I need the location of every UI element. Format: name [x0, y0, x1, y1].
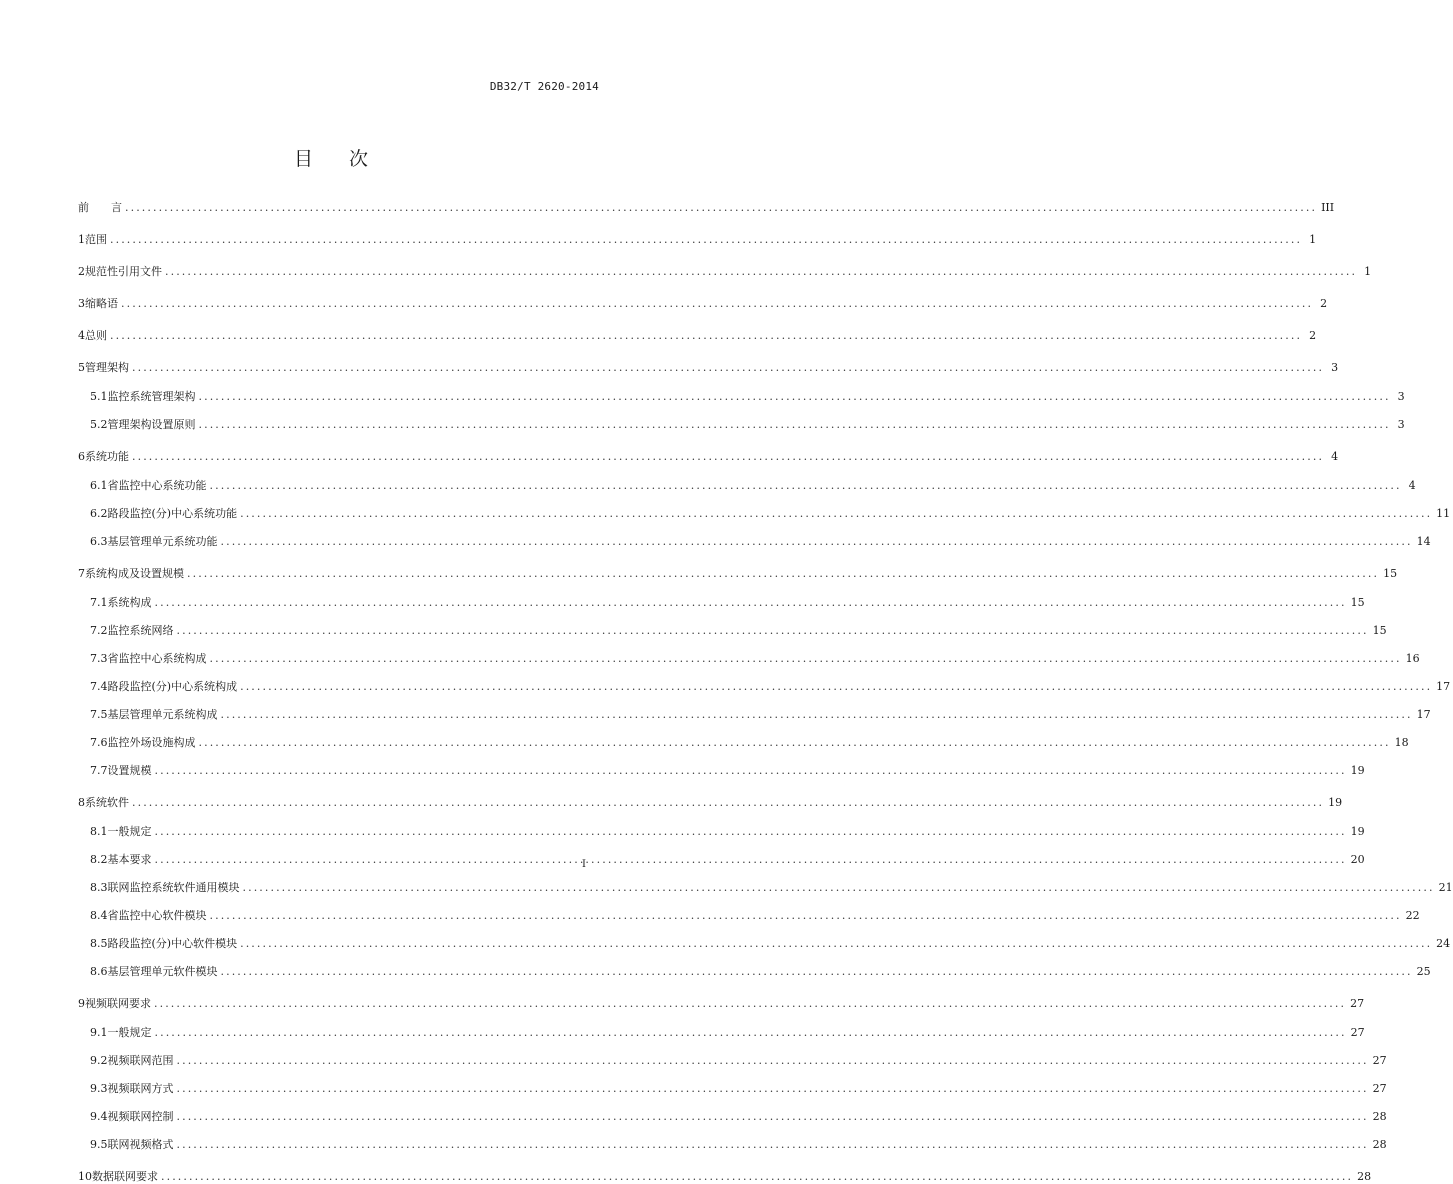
- toc-entry-number: 8.3: [90, 881, 108, 894]
- toc-entry-number: 7.7: [90, 764, 108, 777]
- toc-entry-page: 27: [1372, 1082, 1387, 1095]
- toc-dot-leader: [121, 297, 1313, 310]
- toc-entry-page: 19: [1350, 764, 1365, 777]
- toc-entry-number: 6.3: [90, 535, 108, 548]
- toc-entry-page: III: [1321, 201, 1335, 214]
- toc-entry-page: 4: [1408, 479, 1416, 492]
- toc-entry-page: 28: [1372, 1138, 1387, 1151]
- toc-entry-label: 监控系统管理架构: [107, 390, 196, 403]
- toc-entry-page: 3: [1397, 390, 1405, 403]
- toc-entry-label: 监控外场设施构成: [107, 736, 196, 749]
- toc-dot-leader: [210, 652, 1402, 665]
- toc-entry-page: 15: [1350, 596, 1365, 609]
- toc-entry-page: 3: [1331, 361, 1339, 374]
- toc-entry-number: 2: [78, 265, 85, 278]
- toc-entry-label: 省监控中心软件模块: [107, 909, 207, 922]
- toc-entry-number: 8.2: [90, 853, 108, 866]
- toc-entry-page: 21: [1438, 881, 1453, 894]
- toc-entry-page: 28: [1372, 1110, 1387, 1123]
- toc-entry-label: 联网监控系统软件通用模块: [107, 881, 240, 894]
- toc-entry-page: 27: [1372, 1054, 1387, 1067]
- toc-entry-label: 路段监控(分)中心系统构成: [107, 680, 238, 693]
- standard-code: DB32/T 2620-2014: [489, 80, 599, 93]
- toc-entry[interactable]: [78, 295, 1328, 311]
- toc-dot-leader: [154, 997, 1346, 1010]
- toc-entry-number: 9.1: [90, 1026, 108, 1039]
- toc-entry[interactable]: [78, 594, 1365, 610]
- toc-entry-page: 17: [1436, 680, 1451, 693]
- toc-dot-leader: [132, 450, 1324, 463]
- toc-entry-page: 17: [1416, 708, 1431, 721]
- toc-entry-number: 9.5: [90, 1138, 108, 1151]
- toc-entry-label: 数据联网要求: [92, 1170, 158, 1183]
- toc-entry-number: 10: [78, 1170, 92, 1183]
- toc-dot-leader: [187, 567, 1379, 580]
- toc-dot-leader: [177, 1082, 1369, 1095]
- toc-entry-page: 15: [1372, 624, 1387, 637]
- toc-entry-page: 14: [1416, 535, 1431, 548]
- toc-dot-leader: [165, 265, 1357, 278]
- toc-dot-leader: [240, 507, 1432, 520]
- toc-entry[interactable]: [78, 505, 1451, 521]
- toc-entry[interactable]: [78, 1108, 1387, 1124]
- toc-entry-label: 路段监控(分)中心软件模块: [107, 937, 238, 950]
- toc-dot-leader: [132, 796, 1324, 809]
- toc-entry-page: 11: [1436, 507, 1451, 520]
- toc-dot-leader: [155, 825, 1347, 838]
- toc-entry[interactable]: [78, 995, 1365, 1011]
- toc-entry-page: 27: [1350, 997, 1365, 1010]
- toc-entry-page: 3: [1397, 418, 1405, 431]
- toc-entry[interactable]: [78, 477, 1416, 493]
- toc-entry[interactable]: [78, 263, 1372, 279]
- toc-entry-label: 路段监控(分)中心系统功能: [107, 507, 238, 520]
- toc-entry-number: 6: [78, 450, 85, 463]
- toc-entry-label: 视频联网要求: [85, 997, 151, 1010]
- toc-entry-number: 6.1: [90, 479, 108, 492]
- toc-entry-page: 4: [1331, 450, 1339, 463]
- toc-entry[interactable]: [78, 650, 1420, 666]
- toc-dot-leader: [240, 937, 1432, 950]
- page-number: I: [582, 859, 586, 870]
- toc-entry-label: 系统构成: [107, 596, 152, 609]
- toc-entry-label: 基层管理单元系统功能: [107, 535, 218, 548]
- toc-dot-leader: [221, 965, 1413, 978]
- toc-entry-number: 1: [78, 233, 85, 246]
- toc-entry-number: 7.4: [90, 680, 108, 693]
- page-title: [0, 144, 662, 171]
- toc-entry[interactable]: [78, 1168, 1372, 1184]
- toc-entry-page: 1: [1364, 265, 1372, 278]
- toc-entry[interactable]: [78, 963, 1431, 979]
- toc-dot-leader: [199, 736, 1391, 749]
- toc-entry[interactable]: [78, 907, 1420, 923]
- toc-entry-label: 前 言: [78, 201, 122, 214]
- toc-entry-label: 一般规定: [107, 1026, 152, 1039]
- toc-entry-number: 9.4: [90, 1110, 108, 1123]
- toc-dot-leader: [155, 596, 1347, 609]
- toc-entry-label: 总则: [85, 329, 107, 342]
- toc-entry[interactable]: [78, 794, 1343, 810]
- toc-entry-page: 2: [1320, 297, 1328, 310]
- toc-entry-number: 7: [78, 567, 85, 580]
- toc-entry-page: 22: [1405, 909, 1420, 922]
- toc-dot-leader: [155, 1026, 1347, 1039]
- toc-entry[interactable]: [78, 622, 1387, 638]
- toc-entry-number: 8.4: [90, 909, 108, 922]
- toc-entry-page: 16: [1405, 652, 1420, 665]
- toc-entry-number: 4: [78, 329, 85, 342]
- toc-dot-leader: [177, 1110, 1369, 1123]
- toc-entry-number: 5.2: [90, 418, 108, 431]
- toc-entry-number: 8: [78, 796, 85, 809]
- toc-entry-label: 系统构成及设置规模: [85, 567, 184, 580]
- toc-entry[interactable]: [78, 1052, 1387, 1068]
- toc-entry[interactable]: [78, 678, 1451, 694]
- toc-dot-leader: [221, 535, 1413, 548]
- toc-entry-number: 8.6: [90, 965, 108, 978]
- title-char-2: 次: [349, 148, 369, 170]
- toc-entry-number: 7.3: [90, 652, 108, 665]
- toc-entry-number: 8.5: [90, 937, 108, 950]
- toc-entry-page: 18: [1394, 736, 1409, 749]
- toc-dot-leader: [177, 1138, 1369, 1151]
- toc-entry-number: 7.6: [90, 736, 108, 749]
- toc-dot-leader: [177, 624, 1369, 637]
- toc-entry-label: 监控系统网络: [107, 624, 174, 637]
- toc-entry[interactable]: [78, 823, 1365, 839]
- toc-dot-leader: [110, 329, 1302, 342]
- toc-entry-label: 系统软件: [85, 796, 129, 809]
- toc-entry[interactable]: [78, 327, 1317, 343]
- toc-entry[interactable]: [78, 851, 1365, 867]
- toc-entry[interactable]: [78, 199, 1335, 215]
- toc-dot-leader: [199, 390, 1391, 403]
- toc-entry-page: 25: [1416, 965, 1431, 978]
- toc-entry-number: 5: [78, 361, 85, 374]
- toc-entry[interactable]: [78, 879, 1453, 895]
- toc-dot-leader: [177, 1054, 1369, 1067]
- toc-entry-label: 省监控中心系统构成: [107, 652, 207, 665]
- toc-entry[interactable]: [78, 565, 1398, 581]
- toc-entry[interactable]: [78, 359, 1339, 375]
- toc-entry-page: 24: [1436, 937, 1451, 950]
- toc-entry-page: 20: [1350, 853, 1365, 866]
- toc-entry-number: 6.2: [90, 507, 108, 520]
- toc-dot-leader: [199, 418, 1391, 431]
- toc-entry-number: 7.2: [90, 624, 108, 637]
- toc-dot-leader: [243, 881, 1435, 894]
- toc-entry-label: 管理架构: [85, 361, 129, 374]
- toc-entry-number: 9.3: [90, 1082, 108, 1095]
- toc-entry-page: 27: [1350, 1026, 1365, 1039]
- toc-entry-number: 7.5: [90, 708, 108, 721]
- toc-entry-label: 省监控中心系统功能: [107, 479, 207, 492]
- toc-dot-leader: [210, 479, 1402, 492]
- toc-entry-page: 1: [1309, 233, 1317, 246]
- toc-entry[interactable]: [78, 533, 1431, 549]
- toc-entry-number: 7.1: [90, 596, 108, 609]
- toc-dot-leader: [240, 680, 1432, 693]
- toc-dot-leader: [155, 853, 1347, 866]
- toc-dot-leader: [155, 764, 1347, 777]
- toc-entry-page: 28: [1357, 1170, 1372, 1183]
- toc-entry[interactable]: [78, 762, 1365, 778]
- toc-entry-label: 系统功能: [85, 450, 129, 463]
- toc-entry-label: 范围: [85, 233, 107, 246]
- toc-entry-label: 基层管理单元系统构成: [107, 708, 218, 721]
- toc-dot-leader: [125, 201, 1317, 214]
- toc-entry-page: 2: [1309, 329, 1317, 342]
- toc-entry-label: 基层管理单元软件模块: [107, 965, 218, 978]
- toc-entry[interactable]: [78, 1136, 1387, 1152]
- toc-entry-number: 3: [78, 297, 85, 310]
- toc-entry-label: 一般规定: [107, 825, 152, 838]
- toc-entry-label: 视频联网控制: [107, 1110, 174, 1123]
- toc-entry-label: 设置规模: [107, 764, 152, 777]
- toc-dot-leader: [132, 361, 1324, 374]
- toc-entry-label: 联网视频格式: [107, 1138, 174, 1151]
- toc-entry-number: 9.2: [90, 1054, 108, 1067]
- toc-entry[interactable]: [78, 935, 1451, 951]
- toc-entry-number: 9: [78, 997, 85, 1010]
- toc-entry[interactable]: [78, 388, 1405, 404]
- toc-entry-label: 基本要求: [107, 853, 152, 866]
- toc-entry-number: 5.1: [90, 390, 108, 403]
- toc-entry-page: 19: [1328, 796, 1343, 809]
- toc-dot-leader: [210, 909, 1402, 922]
- toc-entry-number: 8.1: [90, 825, 108, 838]
- toc-dot-leader: [221, 708, 1413, 721]
- toc-entry-page: 19: [1350, 825, 1365, 838]
- toc-dot-leader: [161, 1170, 1353, 1183]
- toc-entry[interactable]: [78, 734, 1409, 750]
- toc-entry[interactable]: [78, 706, 1431, 722]
- toc-entry-label: 管理架构设置原则: [107, 418, 196, 431]
- toc-entry-label: 视频联网方式: [107, 1082, 174, 1095]
- table-of-contents: [78, 199, 1453, 1184]
- toc-entry[interactable]: [78, 448, 1339, 464]
- toc-entry-label: 规范性引用文件: [85, 265, 162, 278]
- toc-entry-page: 15: [1383, 567, 1398, 580]
- toc-entry[interactable]: [78, 416, 1405, 432]
- toc-entry[interactable]: [78, 1080, 1387, 1096]
- toc-entry-label: 缩略语: [85, 297, 118, 310]
- toc-entry[interactable]: [78, 1024, 1365, 1040]
- toc-dot-leader: [110, 233, 1302, 246]
- title-char-1: 目: [293, 148, 313, 170]
- toc-entry[interactable]: [78, 231, 1317, 247]
- toc-entry-label: 视频联网范围: [107, 1054, 174, 1067]
